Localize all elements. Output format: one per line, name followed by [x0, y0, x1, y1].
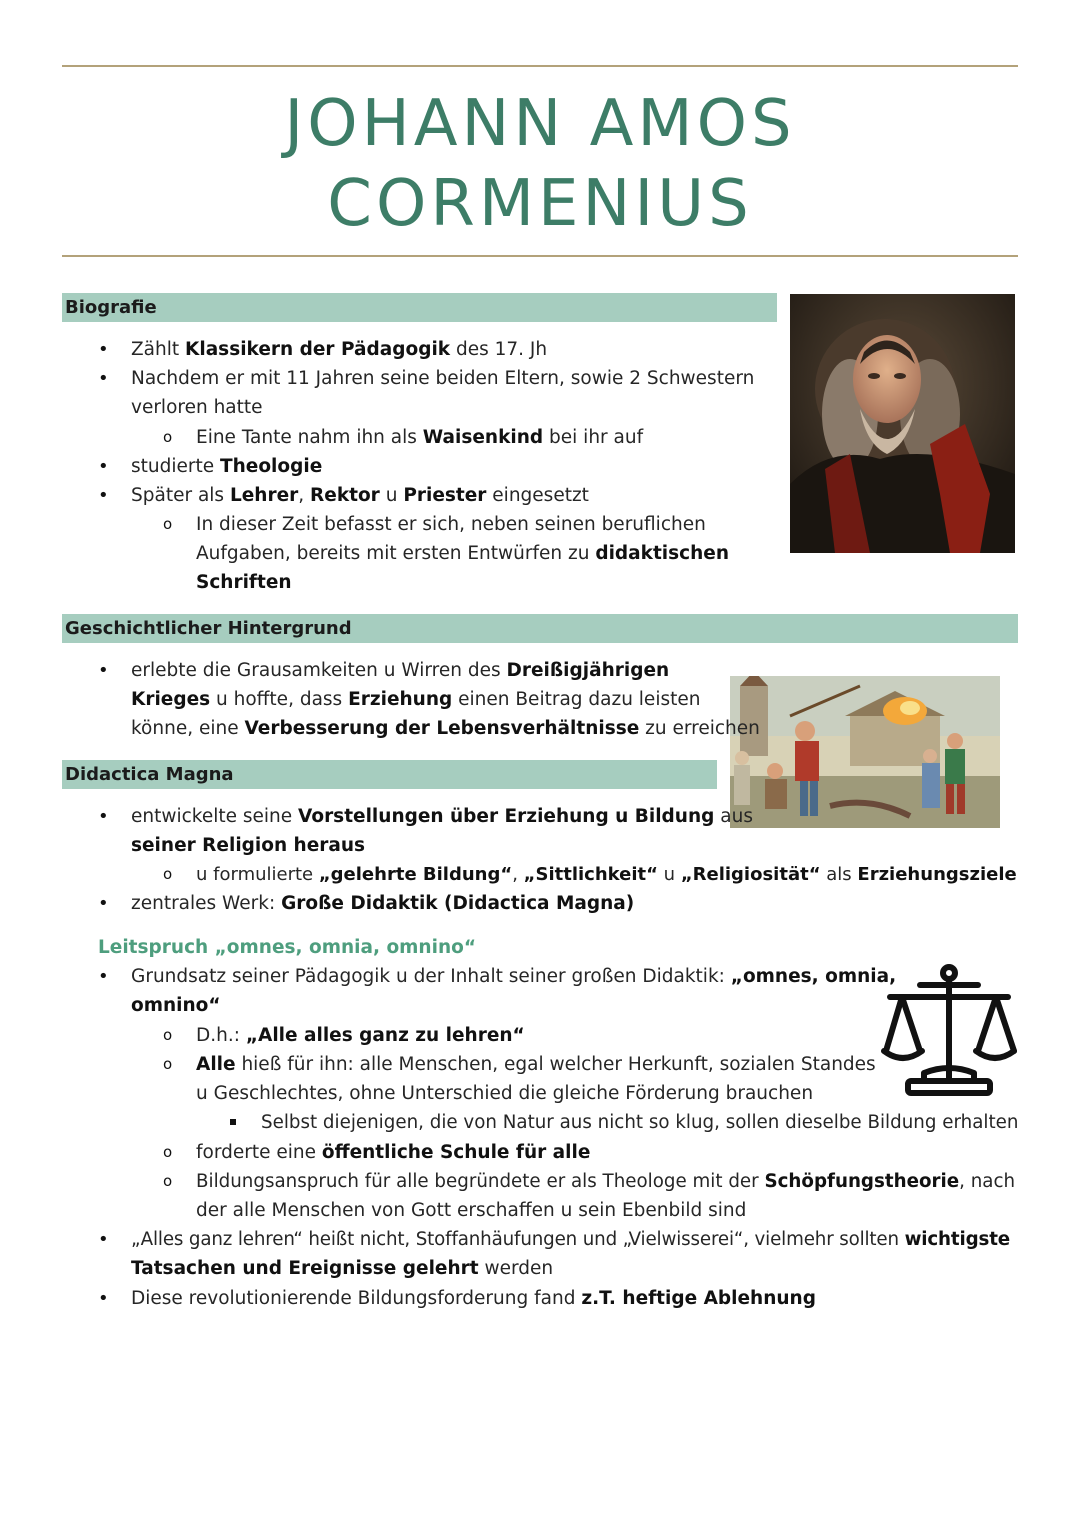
dm-line-4: zentrales Werk: Große Didaktik (Didactica Magna): [131, 893, 635, 914]
bullet: •: [98, 660, 109, 681]
portrait-icon: [790, 294, 1015, 553]
bio-line-7: In dieser Zeit befasst er sich, neben seinen beruflichen: [196, 514, 706, 535]
ls-line-12: Diese revolutionierende Bildungsforderung fand z.T. heftige Ablehnung: [131, 1288, 816, 1309]
bullet: •: [98, 1229, 109, 1250]
page-title: [0, 84, 1080, 244]
top-rule: [62, 65, 1018, 67]
bio-line-6: Später als Lehrer, Rektor u Priester eingesetzt: [131, 485, 589, 506]
hist-line-1: erlebte die Grausamkeiten u Wirren des Dreißigjährigen: [131, 660, 670, 681]
ls-line-1: Grundsatz seiner Pädagogik u der Inhalt seiner großen Didaktik: „omnes, omnia,: [131, 966, 897, 987]
section-didactica: Didactica Magna: [62, 760, 717, 789]
hist-line-3: könne, eine Verbesserung der Lebensverhältnisse zu erreichen: [131, 718, 760, 739]
sub-bullet: o: [163, 865, 173, 883]
ls-line-5: u Geschlechtes, ohne Unterschied die gleiche Förderung brauchen: [196, 1083, 814, 1104]
bullet: •: [98, 339, 109, 360]
ls-line-9: der alle Menschen von Gott erschaffen u sein Ebenbild sind: [196, 1200, 747, 1221]
bullet: •: [98, 966, 109, 987]
bullet: •: [98, 368, 109, 389]
bio-line-9: Schriften: [196, 572, 292, 593]
section-biografie: Biografie: [62, 293, 777, 322]
sub-bullet: o: [163, 1055, 173, 1073]
sub-bullet: o: [163, 1172, 173, 1190]
bio-line-5: studierte Theologie: [131, 456, 323, 477]
bullet: •: [98, 893, 109, 914]
leitspruch-heading: Leitspruch „omnes, omnia, omnino“: [98, 937, 476, 958]
hist-line-2: Krieges u hoffte, dass Erziehung einen Beitrag dazu leisten: [131, 689, 701, 710]
bullet: •: [98, 1288, 109, 1309]
ls-line-10: „Alles ganz lehren“ heißt nicht, Stoffanhäufungen und „Vielwisserei“, vielmehr sollten wichtigste: [131, 1229, 1011, 1250]
sub-bullet: o: [163, 1143, 173, 1161]
bio-line-3: verloren hatte: [131, 397, 263, 418]
sub-bullet: o: [163, 428, 173, 446]
bullet: •: [98, 806, 109, 827]
sub-bullet: o: [163, 1026, 173, 1044]
dm-line-2: seiner Religion heraus: [131, 835, 366, 856]
dm-line-3: u formulierte „gelehrte Bildung“, „Sittlichkeit“ u „Religiosität“ als Erziehungsziele: [196, 864, 1017, 885]
bio-line-8: Aufgaben, bereits mit ersten Entwürfen zu didaktischen: [196, 543, 729, 564]
ls-line-2: omnino“: [131, 995, 221, 1016]
square-bullet: [230, 1119, 236, 1125]
bottom-rule: [62, 255, 1018, 257]
dm-line-1: entwickelte seine Vorstellungen über Erziehung u Bildung aus: [131, 806, 753, 827]
ls-line-3: D.h.: „Alle alles ganz zu lehren“: [196, 1025, 525, 1046]
ls-line-8: Bildungsanspruch für alle begründete er als Theologe mit der Schöpfungstheorie, nach: [196, 1171, 1016, 1192]
bullet: •: [98, 485, 109, 506]
bullet: •: [98, 456, 109, 477]
title-line-2: CORMENIUS: [327, 167, 753, 241]
bio-line-1: Zählt Klassikern der Pädagogik des 17. Jh: [131, 339, 548, 360]
title-line-1: JOHANN AMOS: [284, 87, 796, 161]
bio-line-4: Eine Tante nahm ihn als Waisenkind bei ihr auf: [196, 427, 644, 448]
section-hintergrund: Geschichtlicher Hintergrund: [62, 614, 1018, 643]
ls-line-7: forderte eine öffentliche Schule für alle: [196, 1142, 591, 1163]
scale-icon: [880, 963, 1018, 1101]
ls-line-6: Selbst diejenigen, die von Natur aus nicht so klug, sollen dieselbe Bildung erhalten: [261, 1112, 1019, 1133]
sub-bullet: o: [163, 515, 173, 533]
ls-line-11: Tatsachen und Ereignisse gelehrt werden: [131, 1258, 554, 1279]
bio-line-2: Nachdem er mit 11 Jahren seine beiden Eltern, sowie 2 Schwestern: [131, 368, 755, 389]
war-scene-icon: [730, 676, 1000, 828]
ls-line-4: Alle hieß für ihn: alle Menschen, egal welcher Herkunft, sozialen Standes: [196, 1054, 876, 1075]
